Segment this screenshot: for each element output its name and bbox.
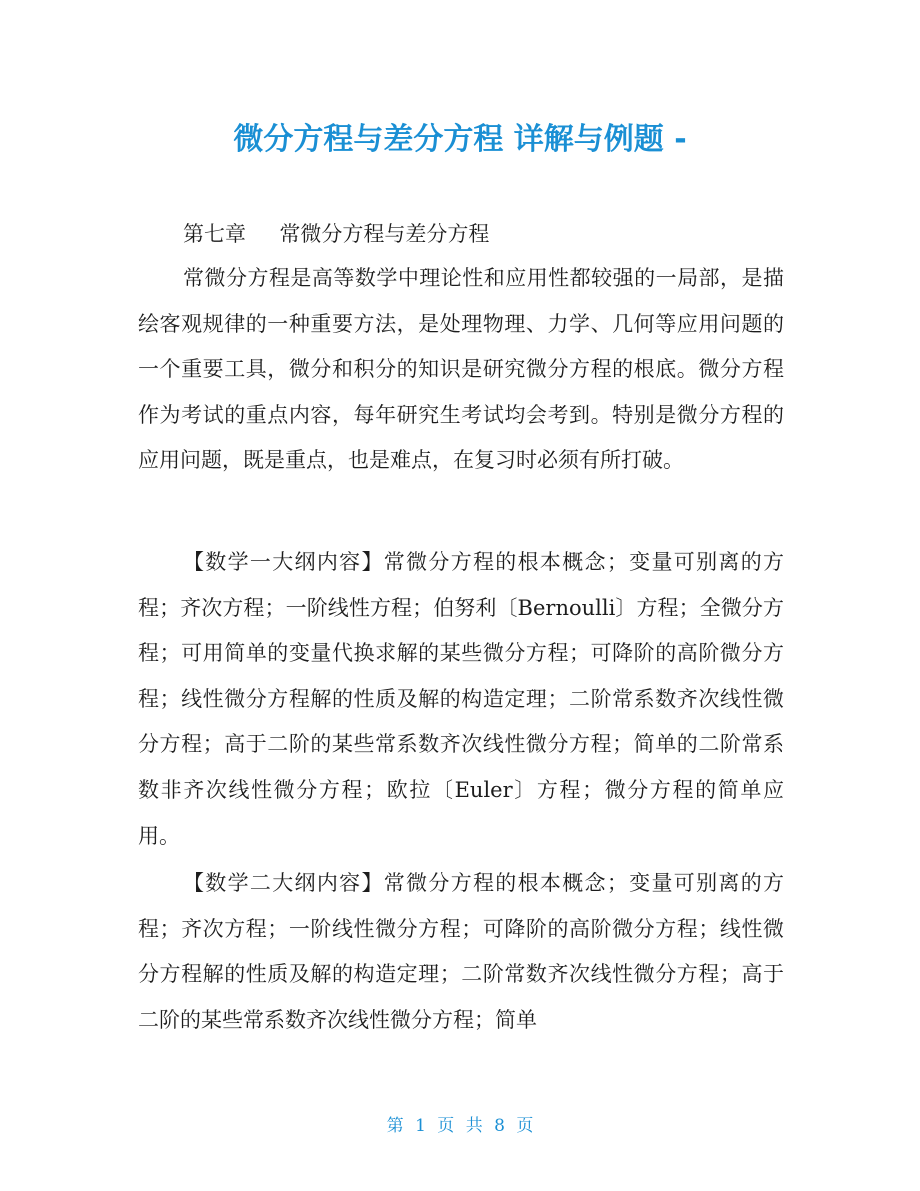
paragraph-math-two-syllabus	[138, 861, 784, 1043]
paragraph-text: 【数学一大纲内容】常微分方程的根本概念；变量可别离的方程；齐次方程；一阶线性方程；伯努利〔Bernoulli〕方程；全微分方程；可用简单的变量代换求解的某些微分方程；可降阶的高阶微分方程；线性微分方程解的性质及解的构造定理；二阶常系数齐次线性微分方程；高于二阶的某些常系数齐次线性微分方程；简单的二阶常系数非齐次线性微分方程；欧拉〔Euler〕方程；微分方程的简单应用。	[138, 550, 784, 848]
document-title: 微分方程与差分方程 详解与例题 -	[233, 122, 687, 157]
paragraph-text: 常微分方程是高等数学中理论性和应用性都较强的一局部，是描绘客观规律的一种重要方法，是处理物理、力学、几何等应用问题的一个重要工具，微分和积分的知识是研究微分方程的根底。微分方程作为考试的重点内容，每年研究生考试均会考到。特别是微分方程的应用问题，既是重点，也是难点，在复习时必须有所打破。	[138, 266, 784, 473]
chapter-heading: 第七章 常微分方程与差分方程	[183, 222, 490, 246]
paragraph-text: 【数学二大纲内容】常微分方程的根本概念；变量可别离的方程；齐次方程；一阶线性微分方程；可降阶的高阶微分方程；线性微分方程解的性质及解的构造定理；二阶常数齐次线性微分方程；高于二阶的某些常系数齐次线性微分方程；简单	[138, 871, 784, 1032]
page-footer: 第 1 页 共 8 页	[386, 1116, 534, 1136]
paragraph-math-one-syllabus	[138, 540, 784, 859]
paragraph-intro	[138, 256, 784, 484]
